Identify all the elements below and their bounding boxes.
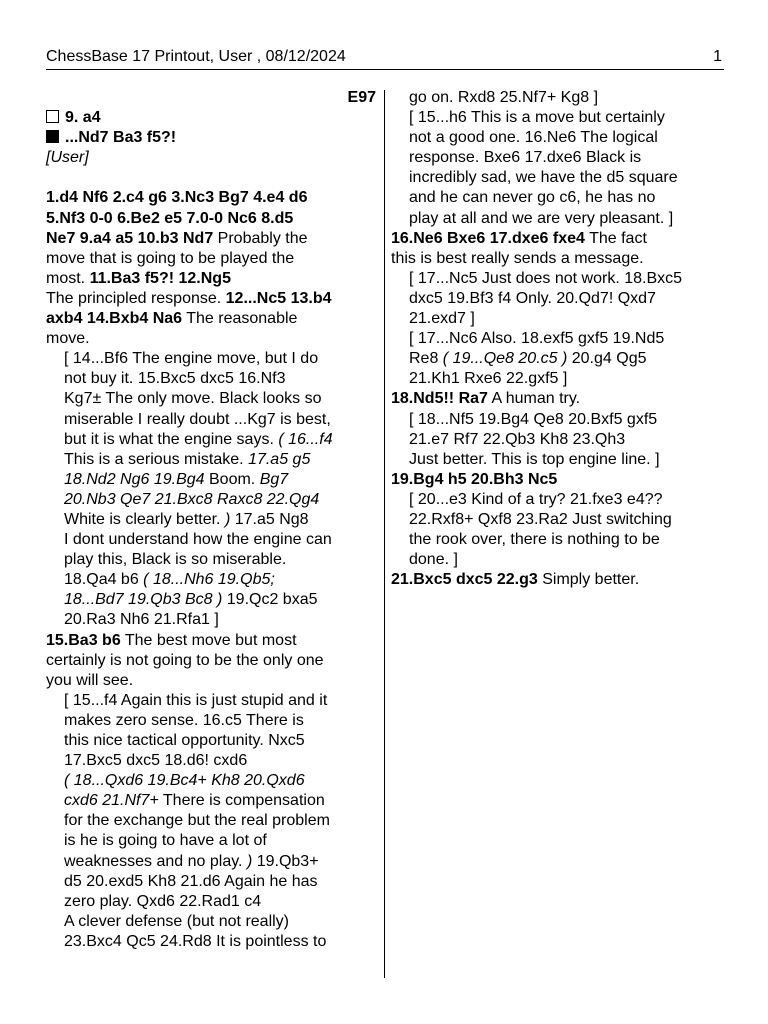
- text-segment: The best move but most: [120, 631, 297, 649]
- text-segment: weaknesses and no play.: [64, 852, 247, 870]
- text-segment: done. ]: [409, 551, 458, 569]
- annotation-line: [391, 530, 723, 550]
- text-segment: The principled response.: [46, 289, 226, 307]
- text-segment: ( 19...Qe8 20.c5 ): [442, 350, 568, 368]
- annotation-line: [46, 932, 376, 952]
- text-segment: Kg7± The only move. Black looks so: [64, 390, 322, 408]
- annotation-line: [391, 349, 723, 369]
- annotation-line: [46, 550, 376, 570]
- move-line: [46, 289, 376, 309]
- annotation-line: [391, 550, 723, 570]
- annotation-line: [391, 490, 723, 510]
- text-segment: 17.Bxc5 dxc5 18.d6! cxd6: [64, 752, 248, 770]
- move-line: [46, 651, 376, 671]
- text-segment: The fact: [584, 229, 647, 247]
- text-segment: ): [246, 852, 253, 870]
- text-segment: [ 17...Nc6 Also. 18.exf5 gxf5 19.Nd5: [409, 330, 665, 348]
- text-segment: 23.Bxc4 Qc5 24.Rd8 It is pointless to: [64, 932, 327, 950]
- annotation-line: [46, 852, 376, 872]
- text-segment: 17.a5 g5: [248, 450, 311, 468]
- text-segment: Ne7 9.a4 a5 10.b3 Nd7: [46, 229, 214, 247]
- left-column: [46, 88, 376, 952]
- white-marker-line: [46, 108, 376, 128]
- text-segment: this nice tactical opportunity. Nxc5: [64, 732, 305, 749]
- text-segment: 21.e7 Rf7 22.Qb3 Kh8 23.Qh3: [409, 430, 626, 448]
- text-segment: dxc5 19.Bf3 f4 Only. 20.Qd7! Qxd7: [409, 289, 656, 307]
- move-line: [391, 389, 723, 409]
- text-segment: cxd6 21.Nf7+: [64, 792, 159, 810]
- text-segment: 22.Rxf8+ Qxf8 23.Ra2 Just switching: [409, 510, 672, 528]
- annotation-line: [46, 430, 376, 450]
- annotation-line: [46, 570, 376, 590]
- right-moves-body: [391, 88, 723, 590]
- move-line: [391, 249, 723, 269]
- text-segment: ): [224, 510, 231, 528]
- text-segment: Just better. This is top engine line. ]: [409, 450, 660, 468]
- right-column: [391, 88, 723, 590]
- text-segment: [ 15...h6 This is a move but certainly: [409, 109, 665, 127]
- text-segment: not a good one. 16.Ne6 The logical: [409, 129, 658, 147]
- annotation-line: [46, 751, 376, 771]
- annotation-line: [46, 791, 376, 811]
- annotation-line: [46, 410, 376, 430]
- move-line: [46, 329, 376, 349]
- text-segment: go on. Rxd8 25.Nf7+ Kg8 ]: [409, 89, 599, 106]
- text-segment: not buy it. 15.Bxc5 dxc5 16.Nf3: [64, 370, 286, 388]
- annotation-line: [46, 610, 376, 630]
- text-segment: 16.Ne6 Bxe6 17.dxe6 fxe4: [391, 229, 585, 247]
- text-segment: ( 18...Qxd6 19.Bc4+ Kh8 20.Qxd6: [64, 772, 305, 790]
- text-segment: d5 20.exd5 Kh8 21.d6 Again he has: [64, 872, 318, 890]
- annotation-line: [391, 430, 723, 450]
- text-segment: 21.exd7 ]: [409, 310, 475, 328]
- text-segment: 18...Bd7 19.Qb3 Bc8 ): [64, 591, 223, 609]
- text-segment: play at all and we are very pleasant. ]: [409, 209, 674, 227]
- text-segment: 1.d4 Nf6 2.c4 g6 3.Nc3 Bg7 4.e4 d6: [46, 189, 308, 207]
- text-segment: Boom.: [204, 470, 260, 488]
- text-segment: 15.Ba3 b6: [46, 631, 121, 649]
- page-number: 1: [713, 48, 722, 65]
- annotation-line: [391, 108, 723, 128]
- move-line: [46, 269, 376, 289]
- move-line: [391, 229, 723, 249]
- text-segment: for the exchange but the real problem: [64, 812, 330, 830]
- annotation-line: [391, 209, 723, 229]
- annotation-line: [391, 128, 723, 148]
- move-line: [46, 249, 376, 269]
- annotation-line: [46, 349, 376, 369]
- annotation-line: [46, 369, 376, 389]
- text-segment: 17.a5 Ng8: [230, 510, 309, 528]
- text-segment: 18.Nd2 Ng6 19.Bg4: [64, 470, 205, 488]
- move-line: [46, 229, 376, 249]
- text-segment: 11.Ba3 f5?! 12.Ng5: [89, 269, 231, 287]
- move-line: [391, 570, 723, 590]
- text-segment: [ 18...Nf5 19.Bg4 Qe8 20.Bxf5 gxf5: [409, 410, 658, 428]
- annotation-line: [46, 510, 376, 530]
- move-line: [46, 309, 376, 329]
- text-segment: the rook over, there is nothing to be: [409, 531, 660, 549]
- text-segment: 20.Nb3 Qe7 21.Bxc8 Raxc8 22.Qg4: [64, 490, 320, 508]
- text-segment: 12...Nc5 13.b4: [225, 289, 332, 307]
- annotation-line: [391, 309, 723, 329]
- text-segment: Probably the: [213, 229, 308, 247]
- annotation-line: [46, 831, 376, 851]
- annotation-line: [46, 530, 376, 550]
- annotation-line: [46, 872, 376, 892]
- printout-header: [46, 47, 724, 67]
- text-segment: The reasonable: [182, 310, 298, 328]
- column-divider: [384, 90, 385, 978]
- text-segment: is he is going to have a lot of: [64, 832, 267, 850]
- black-move: ...Nd7 Ba3 f5?!: [65, 129, 177, 147]
- text-segment: axb4 14.Bxb4 Na6: [46, 310, 183, 328]
- text-segment: Re8: [409, 350, 443, 368]
- annotation-line: [391, 329, 723, 349]
- annotation-line: [46, 490, 376, 510]
- annotation-line: [46, 771, 376, 791]
- text-segment: A human try.: [487, 390, 581, 408]
- text-segment: incredibly sad, we have the d5 square: [409, 169, 678, 187]
- move-line: [46, 671, 376, 691]
- text-segment: 5.Nf3 0-0 6.Be2 e5 7.0-0 Nc6 8.d5: [46, 209, 294, 227]
- annotation-line: [46, 811, 376, 831]
- annotation-line: [46, 731, 376, 751]
- text-segment: ( 18...Nh6 19.Qb5;: [143, 571, 275, 589]
- text-segment: [ 14...Bf6 The engine move, but I do: [64, 350, 319, 368]
- annotation-line: [391, 168, 723, 188]
- text-segment: [ 20...e3 Kind of a try? 21.fxe3 e4??: [409, 490, 663, 508]
- move-line: [46, 209, 376, 229]
- white-move: 9. a4: [65, 109, 101, 127]
- text-segment: 18.Qa4 b6: [64, 571, 144, 589]
- annotation-line: [46, 450, 376, 470]
- annotation-line: [46, 590, 376, 610]
- move-line: [46, 631, 376, 651]
- text-segment: makes zero sense. 16.c5 There is: [64, 711, 304, 729]
- text-segment: move.: [46, 330, 90, 348]
- text-segment: 21.Kh1 Rxe6 22.gxf5 ]: [409, 370, 568, 388]
- text-segment: play this, Black is so miserable.: [64, 551, 287, 569]
- player-name: [User]: [46, 149, 89, 167]
- eco-code: E97: [347, 89, 376, 106]
- annotation-line: [391, 148, 723, 168]
- text-segment: I dont understand how the engine can: [64, 531, 332, 549]
- text-segment: White is clearly better.: [64, 510, 225, 528]
- annotation-line: [391, 450, 723, 470]
- text-segment: move that is going to be played the: [46, 249, 295, 267]
- text-segment: This is a serious mistake.: [64, 450, 249, 468]
- annotation-line: [391, 510, 723, 530]
- annotation-line: [391, 289, 723, 309]
- text-segment: miserable I really doubt ...Kg7 is best,: [64, 410, 331, 428]
- text-segment: 21.Bxc5 dxc5 22.g3: [391, 571, 538, 589]
- text-segment: 18.Nd5!! Ra7: [391, 390, 488, 408]
- annotation-line: [46, 711, 376, 731]
- annotation-line: [391, 88, 723, 108]
- text-segment: 19.Qc2 bxa5: [222, 591, 318, 609]
- text-segment: most.: [46, 269, 90, 287]
- text-segment: you will see.: [46, 671, 134, 689]
- annotation-line: [46, 892, 376, 912]
- text-segment: There is compensation: [158, 792, 325, 810]
- text-segment: certainly is not going to be the only one: [46, 651, 324, 669]
- text-segment: [ 15...f4 Again this is just stupid and it: [64, 691, 328, 709]
- annotation-line: [391, 269, 723, 289]
- text-segment: Bg7: [259, 470, 289, 488]
- text-segment: but it is what the engine says.: [64, 430, 279, 448]
- text-segment: 19.Bg4 h5 20.Bh3 Nc5: [391, 470, 558, 488]
- annotation-line: [391, 188, 723, 208]
- text-segment: and he can never go c6, he has no: [409, 189, 656, 207]
- text-segment: 19.Qb3+: [252, 852, 319, 870]
- annotation-line: [391, 369, 723, 389]
- header-title: ChessBase 17 Printout, User , 08/12/2024: [46, 48, 346, 65]
- text-segment: this is best really sends a message.: [391, 249, 644, 267]
- text-segment: zero play. Qxd6 22.Rad1 c4: [64, 892, 262, 910]
- annotation-line: [46, 912, 376, 932]
- text-segment: [ 17...Nc5 Just does not work. 18.Bxc5: [409, 269, 683, 287]
- move-line: [391, 470, 723, 490]
- annotation-line: [391, 410, 723, 430]
- white-square-icon: [46, 110, 59, 123]
- text-segment: A clever defense (but not really): [64, 912, 290, 930]
- annotation-line: [46, 691, 376, 711]
- text-segment: ( 16...f4: [278, 430, 333, 448]
- text-segment: Simply better.: [537, 571, 640, 589]
- black-marker-line: [46, 128, 376, 148]
- header-rule: [46, 69, 724, 70]
- move-line: [46, 188, 376, 208]
- annotation-line: [46, 470, 376, 490]
- left-moves-body: [46, 188, 376, 952]
- text-segment: response. Bxe6 17.dxe6 Black is: [409, 149, 642, 167]
- annotation-line: [46, 389, 376, 409]
- spacer: [46, 168, 376, 188]
- text-segment: 20.g4 Qg5: [567, 350, 647, 368]
- text-segment: 20.Ra3 Nh6 21.Rfa1 ]: [64, 611, 219, 629]
- black-square-icon: [46, 130, 59, 143]
